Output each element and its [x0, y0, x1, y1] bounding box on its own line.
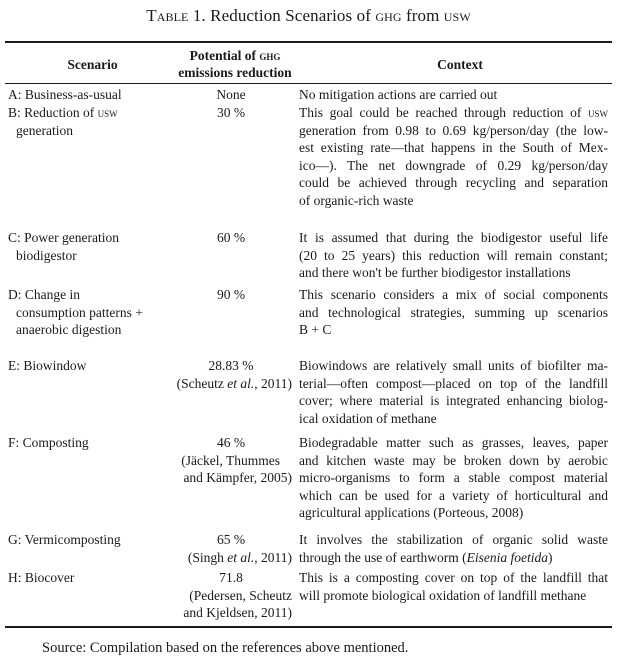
potential-cell [170, 531, 292, 566]
context-text: generation from 0.98 to 0.69 kg/person/day (the low- [299, 122, 608, 138]
scenario-cell: H: Biocover [8, 570, 75, 585]
context-text: It involves the stabilization of organic solid waste [299, 532, 608, 547]
header-potential-ghg: ghg [259, 48, 281, 63]
potential-citation: (Scheutz et al., 2011) [176, 375, 292, 391]
context-text: of organic-rich waste [299, 192, 414, 208]
caption-text: Reduction Scenarios of [205, 6, 376, 25]
potential-citation: and Kämpfer, 2005) [183, 470, 292, 486]
context-text: agricultural applications (Porteous, 2008) [299, 505, 524, 521]
scenario-text: generation [16, 122, 73, 138]
scenario-text: B: Reduction of [8, 105, 98, 120]
context-text: micro-organisms to form a stable compost material [299, 470, 608, 486]
context-text: and there won't be further biodigestor installations [299, 265, 571, 281]
scenario-cell [8, 286, 178, 339]
potential-value: 28.83 % [208, 358, 254, 373]
potential-cell: 30 % [216, 105, 246, 120]
potential-cell: 90 % [216, 287, 246, 302]
context-text: terial—often compost—placed on top of the landfill [299, 375, 608, 391]
context-text: ical oxidation of methane [299, 410, 437, 426]
context-text: est existing rate—that happens in the South of Mex- [299, 140, 608, 156]
potential-citation: and Kjeldsen, 2011) [183, 605, 292, 621]
context-text: will promote biological oxidation of landfill methane [299, 587, 587, 603]
potential-cell [170, 569, 292, 622]
scenario-text: biodigestor [16, 247, 77, 263]
context-text: through the use of earthworm (Eisenia foetida) [299, 549, 553, 565]
potential-citation: (Pedersen, Scheutz [189, 587, 292, 603]
caption-usw: usw [443, 6, 471, 25]
context-text: ico—). The net downgrade of 0.29 kg/person/day [299, 157, 608, 173]
context-cell: No mitigation actions are carried out [299, 87, 498, 102]
caption-prefix: Table [146, 6, 189, 25]
usw-abbrev: usw [588, 105, 608, 120]
scenario-text: anaerobic digestion [16, 322, 122, 338]
context-text: This is a composting cover on top of the landfill that [299, 570, 608, 585]
source-note: Source: Compilation based on the references above mentioned. [42, 640, 409, 656]
context-text: It is assumed that during the biodigestor useful life [299, 230, 608, 245]
potential-value: 71.8 [219, 570, 243, 585]
potential-value: 65 % [216, 532, 246, 547]
scenario-cell [8, 229, 178, 264]
scenario-cell [8, 104, 178, 139]
context-text: which can be used for a variety of horticultural and [299, 487, 608, 503]
table-bottom-rule [5, 626, 612, 628]
header-potential-text: Potential of [189, 48, 260, 63]
context-text: could be achieved through recycling and separation [299, 175, 608, 191]
context-text: cover; where material is integrated enhancing biolog- [299, 393, 608, 409]
scenario-text: consumption patterns + [16, 304, 143, 320]
context-cell [299, 104, 608, 210]
context-text: B + C [299, 322, 332, 338]
context-text: (20 to 25 years) this reduction will remain constant; [299, 247, 608, 263]
usw-abbrev: usw [97, 105, 118, 120]
context-text: This goal could be reached through reduction of [299, 105, 588, 120]
header-context: Context [437, 57, 483, 72]
caption-ghg: ghg [375, 6, 402, 25]
context-cell [299, 229, 608, 282]
table-caption [0, 6, 617, 26]
context-text: and kitchen waste may be broken down by aerobic [299, 452, 608, 468]
header-potential-line2: emissions reduction [178, 65, 292, 80]
potential-citation: (Jäckel, Thummes [181, 452, 280, 468]
caption-number: 1. [188, 6, 206, 25]
potential-cell: 60 % [216, 230, 246, 245]
potential-value: 46 % [216, 435, 246, 450]
scenario-text: C: Power generation [8, 230, 119, 245]
table-top-rule [5, 41, 612, 43]
context-text: This scenario considers a mix of social components [299, 287, 608, 302]
header-bottom-rule [5, 83, 612, 84]
context-cell [299, 286, 608, 339]
caption-text-2: from [401, 6, 444, 25]
scenario-cell: A: Business-as-usual [8, 87, 122, 102]
context-cell [299, 434, 608, 522]
context-cell [299, 357, 608, 427]
scenario-text: D: Change in [8, 287, 80, 302]
potential-cell [170, 434, 292, 487]
potential-cell: None [216, 87, 246, 102]
scenario-cell: F: Composting [8, 435, 89, 450]
header-potential [170, 47, 300, 81]
context-text: Biodegradable matter such as grasses, leaves, paper [299, 435, 608, 450]
scenario-cell: G: Vermicomposting [8, 532, 121, 547]
context-cell [299, 531, 608, 566]
context-cell [299, 569, 608, 604]
header-scenario: Scenario [67, 57, 118, 72]
potential-citation: (Singh et al., 2011) [187, 549, 292, 565]
potential-cell [170, 357, 292, 392]
context-text: and technological strategies, summing up scenarios [299, 304, 608, 320]
scenario-cell: E: Biowindow [8, 358, 87, 373]
context-text: Biowindows are relatively small units of biofilter ma- [299, 358, 608, 373]
